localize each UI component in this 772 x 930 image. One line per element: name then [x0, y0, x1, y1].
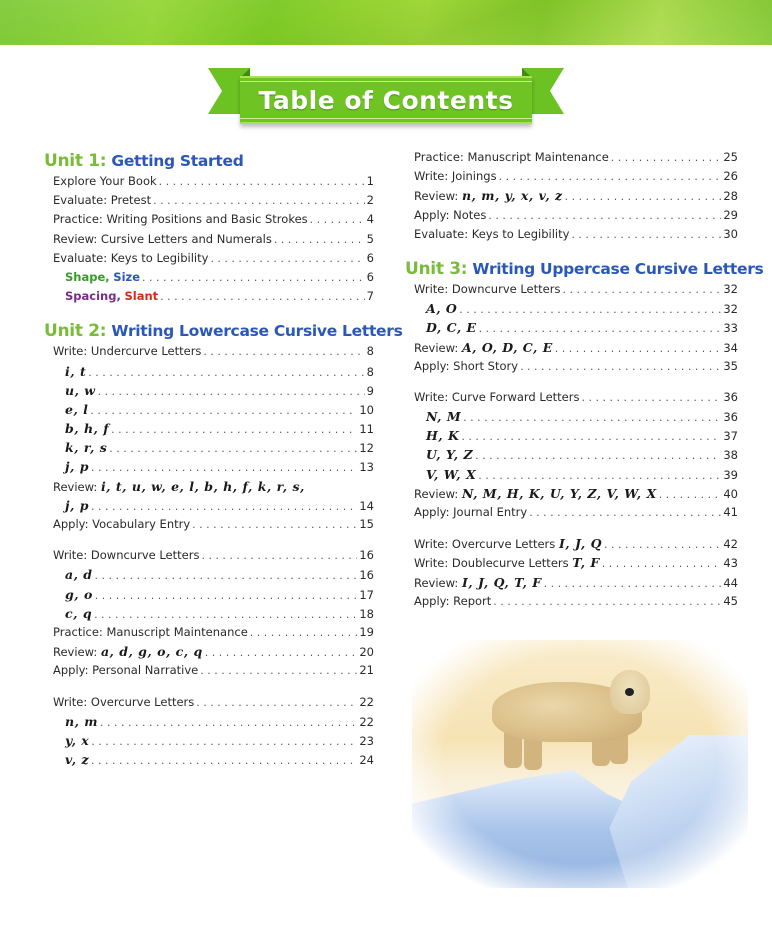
dot-leader	[520, 357, 721, 376]
toc-entry[interactable]	[405, 167, 738, 186]
ribbon-body	[240, 76, 532, 124]
page-number: 11	[359, 422, 374, 437]
toc-entry[interactable]	[44, 661, 374, 680]
dot-leader	[91, 751, 357, 770]
dot-leader	[479, 319, 722, 338]
page-number: 17	[359, 587, 374, 602]
dot-leader	[310, 210, 365, 229]
dot-leader	[529, 503, 721, 522]
dot-leader	[205, 643, 358, 662]
toc-entry[interactable]	[405, 426, 738, 445]
page-number: 7	[366, 289, 374, 304]
cursive-letters: a, d	[65, 567, 93, 583]
toc-entry[interactable]	[44, 623, 374, 642]
title-banner	[208, 66, 564, 128]
entry-label: Review:	[414, 575, 459, 590]
dot-leader	[160, 287, 365, 306]
dot-leader	[463, 408, 721, 427]
toc-entry[interactable]	[44, 515, 374, 534]
dot-leader	[192, 515, 357, 534]
page-number: 16	[359, 568, 374, 583]
toc-entry[interactable]	[44, 565, 374, 584]
dot-leader	[602, 554, 722, 573]
cursive-letters: i, t, u, w, e, l, b, h, f, k, r, s,	[100, 478, 305, 494]
page-number: 36	[723, 410, 738, 425]
dot-leader	[581, 388, 721, 407]
page-number: 32	[723, 281, 738, 296]
polar-bear-photo	[412, 640, 748, 888]
toc-entry[interactable]	[44, 712, 374, 731]
page-number: 6	[366, 250, 374, 265]
cursive-letters: j, p	[65, 459, 89, 475]
dot-leader	[611, 148, 722, 167]
toc-entry[interactable]	[405, 503, 738, 522]
page-number: 9	[366, 383, 374, 398]
dot-leader	[478, 466, 721, 485]
entry-label: Review:	[53, 479, 98, 494]
cursive-letters: U, Y, Z	[426, 447, 474, 463]
toc-entry[interactable]	[44, 381, 374, 400]
page-number: 19	[359, 624, 374, 639]
dot-leader	[90, 401, 357, 420]
toc-entry[interactable]	[44, 546, 374, 565]
toc-entry[interactable]	[405, 445, 738, 464]
cursive-letters: T, F	[572, 555, 600, 571]
dot-leader	[493, 592, 721, 611]
toc-entry-review[interactable]	[44, 642, 374, 661]
page-number: 8	[366, 364, 374, 379]
cursive-letters: A, O, D, C, E	[461, 339, 553, 355]
toc-entry-review[interactable]	[405, 186, 738, 205]
toc-entry[interactable]	[44, 438, 374, 457]
unit-number: Unit 1:	[44, 151, 107, 171]
page-number: 4	[366, 212, 374, 227]
entry-label: Apply: Personal Narrative	[53, 663, 199, 678]
page-number: 45	[723, 593, 738, 608]
page-number: 32	[723, 302, 738, 317]
page-number: 21	[359, 663, 374, 678]
dot-leader	[565, 187, 722, 206]
toc-entry[interactable]	[405, 357, 738, 376]
toc-entry[interactable]	[405, 592, 738, 611]
page-number: 38	[723, 448, 738, 463]
entry-label: Apply: Notes	[414, 207, 487, 222]
toc-entry[interactable]	[405, 534, 738, 553]
entry-label: Apply: Short Story	[414, 358, 519, 373]
dot-leader	[91, 732, 357, 751]
toc-entry-spacing-slant[interactable]	[44, 287, 374, 306]
dot-leader	[203, 342, 364, 361]
dot-leader	[91, 497, 357, 516]
toc-entry[interactable]	[44, 693, 374, 712]
cursive-letters: A, O	[426, 301, 458, 317]
toc-entry[interactable]	[405, 465, 738, 484]
entry-label: Evaluate: Pretest	[53, 193, 152, 208]
toc-entry-review[interactable]	[405, 484, 738, 503]
toc-entry[interactable]	[405, 318, 738, 337]
dot-leader	[659, 485, 722, 504]
dot-leader	[88, 363, 364, 382]
entry-label: Write: Doublecurve Letters	[414, 556, 569, 571]
dot-leader	[100, 713, 357, 732]
dot-leader	[488, 206, 721, 225]
toc-entry[interactable]	[405, 553, 738, 572]
cursive-letters: g, o	[65, 586, 93, 602]
cursive-letters: N, M	[426, 409, 462, 425]
dot-leader	[153, 191, 365, 210]
page-number: 12	[359, 441, 374, 456]
bear-nose	[625, 688, 634, 696]
page-number: 23	[359, 733, 374, 748]
page-number: 41	[723, 505, 738, 519]
page-number: 44	[723, 575, 738, 590]
dot-leader	[210, 249, 364, 268]
toc-entry[interactable]	[405, 280, 738, 299]
key-spacing-label: Spacing,	[65, 289, 121, 304]
toc-entry[interactable]	[44, 172, 374, 191]
toc-entry[interactable]	[405, 407, 738, 426]
cursive-letters: N, M, H, K, U, Y, Z, V, W, X	[461, 485, 657, 501]
dot-leader	[459, 300, 721, 319]
toc-right-column	[405, 148, 764, 611]
toc-entry[interactable]	[44, 362, 374, 381]
page-number: 29	[723, 207, 738, 222]
toc-entry[interactable]	[44, 750, 374, 769]
toc-entry[interactable]	[44, 230, 374, 249]
entry-label: Write: Downcurve Letters	[414, 281, 561, 296]
page-number: 6	[366, 269, 374, 284]
cursive-letters: v, z	[65, 752, 90, 768]
page-number: 39	[723, 467, 738, 482]
page-number: 42	[723, 537, 738, 552]
dot-leader	[200, 661, 357, 680]
page-number: 2	[366, 193, 374, 208]
unit-title: Writing Lowercase Cursive Letters	[111, 322, 403, 341]
page-number: 10	[359, 402, 374, 417]
entry-label: Review:	[53, 645, 98, 660]
entry-label: Write: Downcurve Letters	[53, 548, 200, 563]
toc-entry[interactable]	[44, 419, 374, 438]
page-number: 26	[723, 169, 738, 184]
dot-leader	[91, 458, 357, 477]
dot-leader	[95, 586, 358, 605]
dot-leader	[571, 225, 721, 244]
toc-entry[interactable]	[44, 400, 374, 419]
cursive-letters: D, C, E	[426, 320, 477, 336]
top-decorative-band	[0, 0, 772, 45]
toc-left-column	[44, 150, 403, 769]
page-number: 22	[359, 714, 374, 729]
dot-leader	[95, 566, 358, 585]
cursive-letters: I, J, Q, T, F	[461, 574, 542, 590]
toc-entry[interactable]	[44, 585, 374, 604]
page-number: 1	[366, 174, 374, 188]
toc-entry-review[interactable]	[405, 573, 738, 592]
page-number: 43	[723, 556, 738, 571]
toc-entry-review[interactable]	[44, 477, 374, 496]
page-number: 22	[359, 694, 374, 709]
entry-label: Practice: Manuscript Maintenance	[414, 150, 609, 164]
toc-entry[interactable]	[405, 206, 738, 225]
dot-leader	[142, 268, 365, 287]
page-number: 40	[723, 486, 738, 501]
unit-title: Writing Uppercase Cursive Letters	[472, 259, 764, 278]
dot-leader	[475, 446, 721, 465]
key-slant-label: Slant	[124, 289, 159, 304]
toc-entry[interactable]	[405, 388, 738, 407]
cursive-letters: H, K	[426, 428, 460, 444]
dot-leader	[196, 693, 357, 712]
cursive-letters: I, J, Q	[558, 536, 602, 552]
toc-entry-review[interactable]	[405, 338, 738, 357]
entry-label: Evaluate: Keys to Legibility	[414, 226, 570, 241]
entry-label: Review: Cursive Letters and Numerals	[53, 231, 272, 246]
dot-leader	[544, 574, 722, 593]
page-number: 20	[359, 645, 374, 660]
cursive-letters: y, x	[65, 732, 90, 748]
page-number: 18	[359, 606, 374, 621]
toc-entry[interactable]	[405, 148, 738, 167]
cursive-letters: k, r, s	[65, 440, 108, 456]
entry-label: Explore Your Book	[53, 174, 157, 188]
page-number: 33	[723, 321, 738, 336]
entry-label: Apply: Vocabulary Entry	[53, 517, 191, 531]
cursive-letters: b, h, f	[65, 421, 110, 437]
entry-label: Write: Overcurve Letters	[414, 537, 556, 552]
dot-leader	[274, 230, 365, 249]
toc-entry[interactable]	[44, 210, 374, 229]
dot-leader	[562, 280, 721, 299]
key-shape-label: Shape,	[65, 269, 110, 284]
cursive-letters: n, m	[65, 713, 99, 729]
dot-leader	[109, 439, 357, 458]
page-number: 37	[723, 429, 738, 444]
dot-leader	[461, 427, 721, 446]
entry-label: Write: Joinings	[414, 169, 497, 184]
dot-leader	[98, 382, 365, 401]
page-number: 16	[359, 548, 374, 563]
page-number: 30	[723, 226, 738, 241]
toc-entry[interactable]	[44, 604, 374, 623]
unit-title: Getting Started	[111, 152, 244, 170]
page-number: 15	[359, 517, 374, 531]
toc-entry[interactable]	[44, 249, 374, 268]
entry-label: Apply: Report	[414, 593, 492, 608]
entry-label: Apply: Journal Entry	[414, 505, 528, 519]
page-number: 28	[723, 189, 738, 204]
page-number: 24	[359, 753, 374, 768]
unit-3-heading	[405, 258, 764, 280]
toc-entry[interactable]	[44, 342, 374, 361]
toc-entry[interactable]	[44, 731, 374, 750]
entry-label: Write: Overcurve Letters	[53, 694, 195, 709]
cursive-letters: e, l	[65, 401, 89, 417]
cursive-letters: j, p	[65, 497, 89, 513]
cursive-letters: c, q	[65, 605, 93, 621]
page-number: 8	[366, 344, 374, 359]
unit-1-heading	[44, 150, 374, 172]
entry-label: Practice: Writing Positions and Basic Strokes	[53, 212, 308, 227]
page-number: 36	[723, 389, 738, 404]
dot-leader	[111, 420, 357, 439]
page-number: 35	[723, 358, 738, 373]
key-size-label: Size	[113, 269, 141, 284]
page-number: 5	[366, 231, 374, 246]
dot-leader	[250, 623, 358, 642]
entry-label: Evaluate: Keys to Legibility	[53, 250, 209, 265]
entry-label: Write: Undercurve Letters	[53, 344, 202, 359]
page-number: 25	[723, 150, 738, 164]
dot-leader	[201, 546, 357, 565]
dot-leader	[159, 172, 365, 191]
entry-label: Review:	[414, 189, 459, 204]
dot-leader	[555, 339, 722, 358]
dot-leader	[604, 535, 721, 554]
toc-entry[interactable]	[44, 191, 374, 210]
toc-entry[interactable]	[405, 299, 738, 318]
cursive-letters: V, W, X	[426, 466, 477, 482]
page-title: Table of Contents	[258, 85, 514, 115]
cursive-letters: a, d, g, o, c, q	[100, 644, 203, 660]
toc-entry-shape-size[interactable]	[44, 268, 374, 287]
cursive-letters: n, m, y, x, v, z	[461, 188, 563, 204]
cursive-letters: u, w	[65, 382, 96, 398]
unit-number: Unit 2:	[44, 321, 107, 342]
toc-entry-review-cont[interactable]	[44, 496, 374, 515]
entry-label: Write: Curve Forward Letters	[414, 389, 580, 404]
page-number: 13	[359, 460, 374, 475]
toc-entry[interactable]	[405, 225, 738, 244]
entry-label: Practice: Manuscript Maintenance	[53, 624, 248, 639]
page-number: 34	[723, 340, 738, 355]
entry-label: Review:	[414, 486, 459, 501]
dot-leader	[94, 605, 357, 624]
entry-label: Review:	[414, 340, 459, 355]
cursive-letters: i, t	[65, 363, 87, 379]
unit-number: Unit 3:	[405, 258, 468, 279]
dot-leader	[499, 167, 722, 186]
toc-entry[interactable]	[44, 457, 374, 476]
page-number: 14	[359, 498, 374, 513]
unit-2-heading	[44, 320, 403, 342]
